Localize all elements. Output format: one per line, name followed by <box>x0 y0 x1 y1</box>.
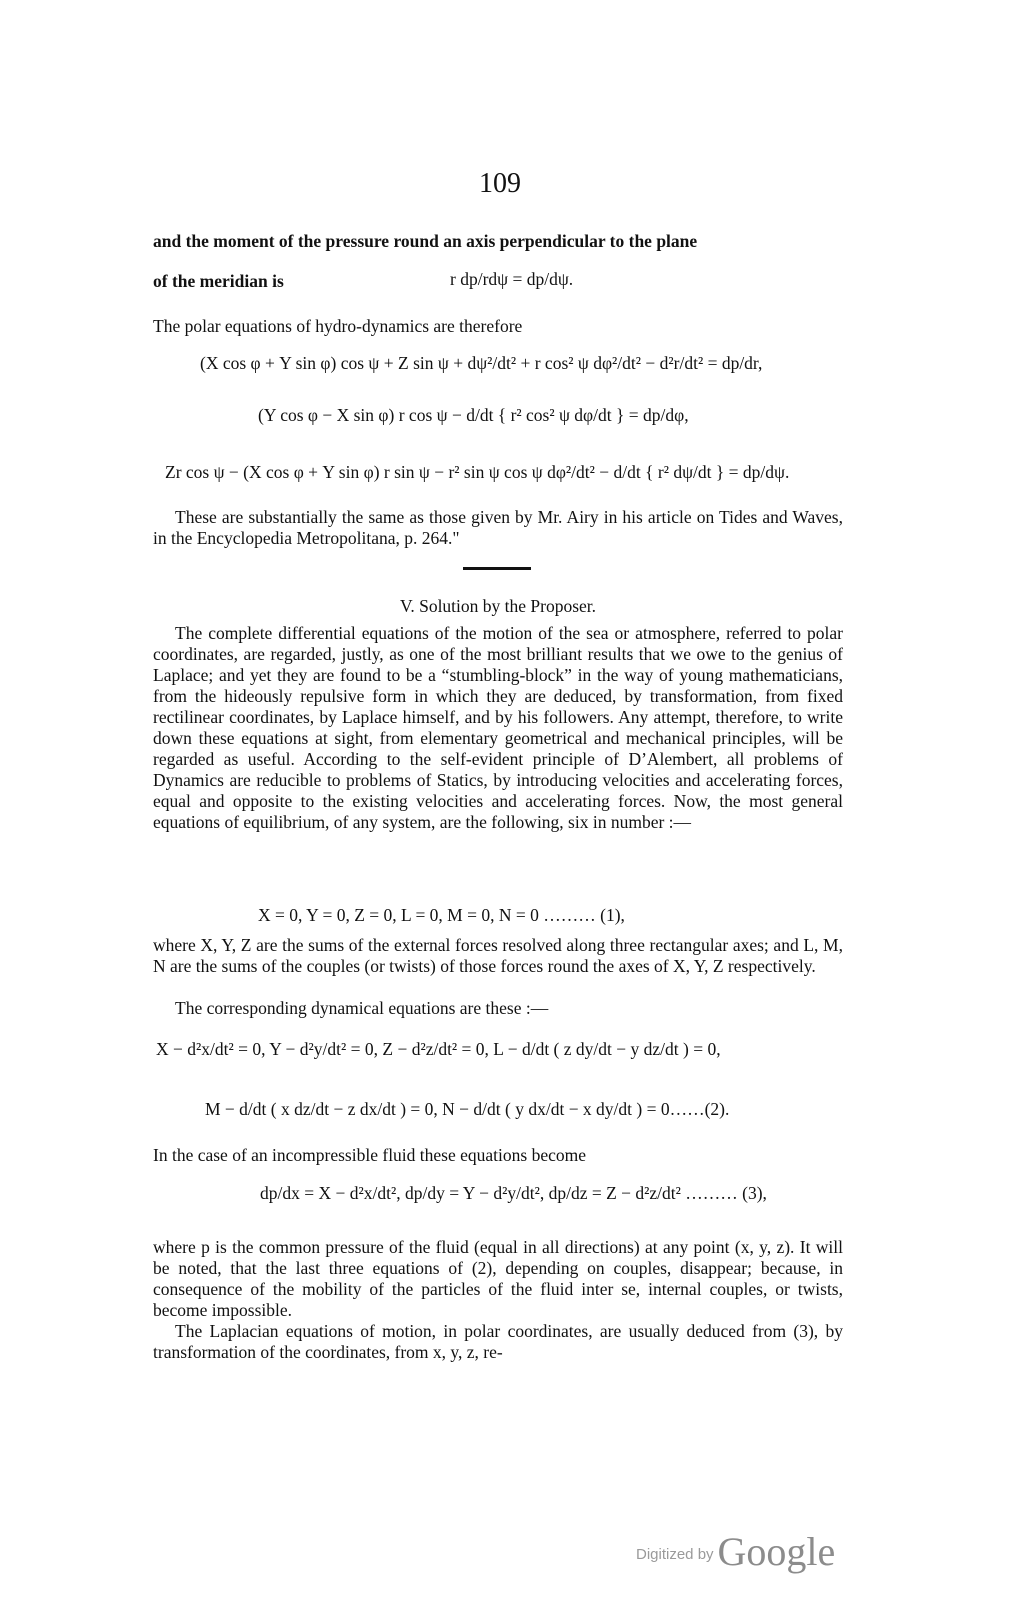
airy-paragraph: These are substantially the same as those given by Mr. Airy in his article on Tides and Waves, in the Encyclopedia Metropolitana, p. 264." <box>153 507 843 548</box>
equation-polar-3: Zr cos ψ − (X cos φ + Y sin φ) r sin ψ − r² sin ψ cos ψ dφ²/dt² − d/dt { r² dψ/dt } = dp/dψ. <box>165 462 790 482</box>
intro-line-1: and the moment of the pressure round an axis perpendicular to the plane <box>153 231 698 251</box>
equation-1: X = 0, Y = 0, Z = 0, L = 0, M = 0, N = 0 ……… (1), <box>258 905 625 925</box>
equation-3: dp/dx = X − d²x/dt², dp/dy = Y − d²y/dt², dp/dz = Z − d²z/dt² ……… (3), <box>260 1183 767 1203</box>
where-paragraph-2: where p is the common pressure of the fluid (equal in all directions) at any point (x, y, z). It will be noted, that the last three equations of (2), depending on couples, disappear; because, in consequence of the mobility of the particles of the fluid inter se, internal couples, or twists, become impossible. <box>153 1237 843 1320</box>
digitized-by-label: Digitized by <box>636 1546 714 1563</box>
polar-intro: The polar equations of hydro-dynamics are therefore <box>153 316 523 336</box>
main-paragraph: The complete differential equations of the motion of the sea or atmosphere, referred to polar coordinates, are regarded, justly, as one of the most brilliant results that we owe to the genius of Laplace; and yet they are found to be a “stumbling-block” in the way of young mathematicians, from the hideously repulsive form in which they are deduced, by transformation, from fixed rectilinear coordinates, by Laplace himself, and by his followers. Any attempt, therefore, to write down these equations at sight, from elementary geometrical and mechanical principles, will be regarded as useful. According to the self-evident principle of D’Alembert, all problems of Dynamics are reducible to problems of Statics, by introducing velocities and accelerating forces, equal and opposite to the existing velocities and accelerating forces. Now, the most general equations of equilibrium, of any system, are the following, six in number :— <box>153 623 843 832</box>
where-paragraph-1: where X, Y, Z are the sums of the external forces resolved along three rectangular axes; and L, M, N are the sums of the couples (or twists) of those forces round the axes of X, Y, Z respectively. <box>153 935 843 976</box>
equation-polar-1: (X cos φ + Y sin φ) cos ψ + Z sin ψ + dψ²/dt² + r cos² ψ dφ²/dt² − d²r/dt² = dp/dr, <box>200 353 763 373</box>
page-number: 109 <box>479 168 521 199</box>
section-heading: V. Solution by the Proposer. <box>399 596 597 616</box>
corresponding-line: The corresponding dynamical equations are these :— <box>175 998 549 1018</box>
intro-line-2: of the meridian is <box>153 271 284 291</box>
digitized-watermark <box>636 1528 835 1575</box>
equation-meridian: r dp/rdψ = dp/dψ. <box>450 269 574 289</box>
incompressible-line: In the case of an incompressible fluid these equations become <box>153 1145 586 1165</box>
equation-2a: X − d²x/dt² = 0, Y − d²y/dt² = 0, Z − d²z/dt² = 0, L − d/dt ( z dy/dt − y dz/dt ) = 0, <box>156 1039 721 1059</box>
equation-2b: M − d/dt ( x dz/dt − z dx/dt ) = 0, N − d/dt ( y dx/dt − x dy/dt ) = 0……(2). <box>205 1099 730 1119</box>
laplacian-paragraph: The Laplacian equations of motion, in polar coordinates, are usually deduced from (3), by transformation of the coordinates, from x, y, z, re- <box>153 1321 843 1362</box>
section-divider <box>463 567 531 570</box>
google-logo: Google <box>717 1529 836 1574</box>
equation-polar-2: (Y cos φ − X sin φ) r cos ψ − d/dt { r² cos² ψ dφ/dt } = dp/dφ, <box>258 405 689 425</box>
